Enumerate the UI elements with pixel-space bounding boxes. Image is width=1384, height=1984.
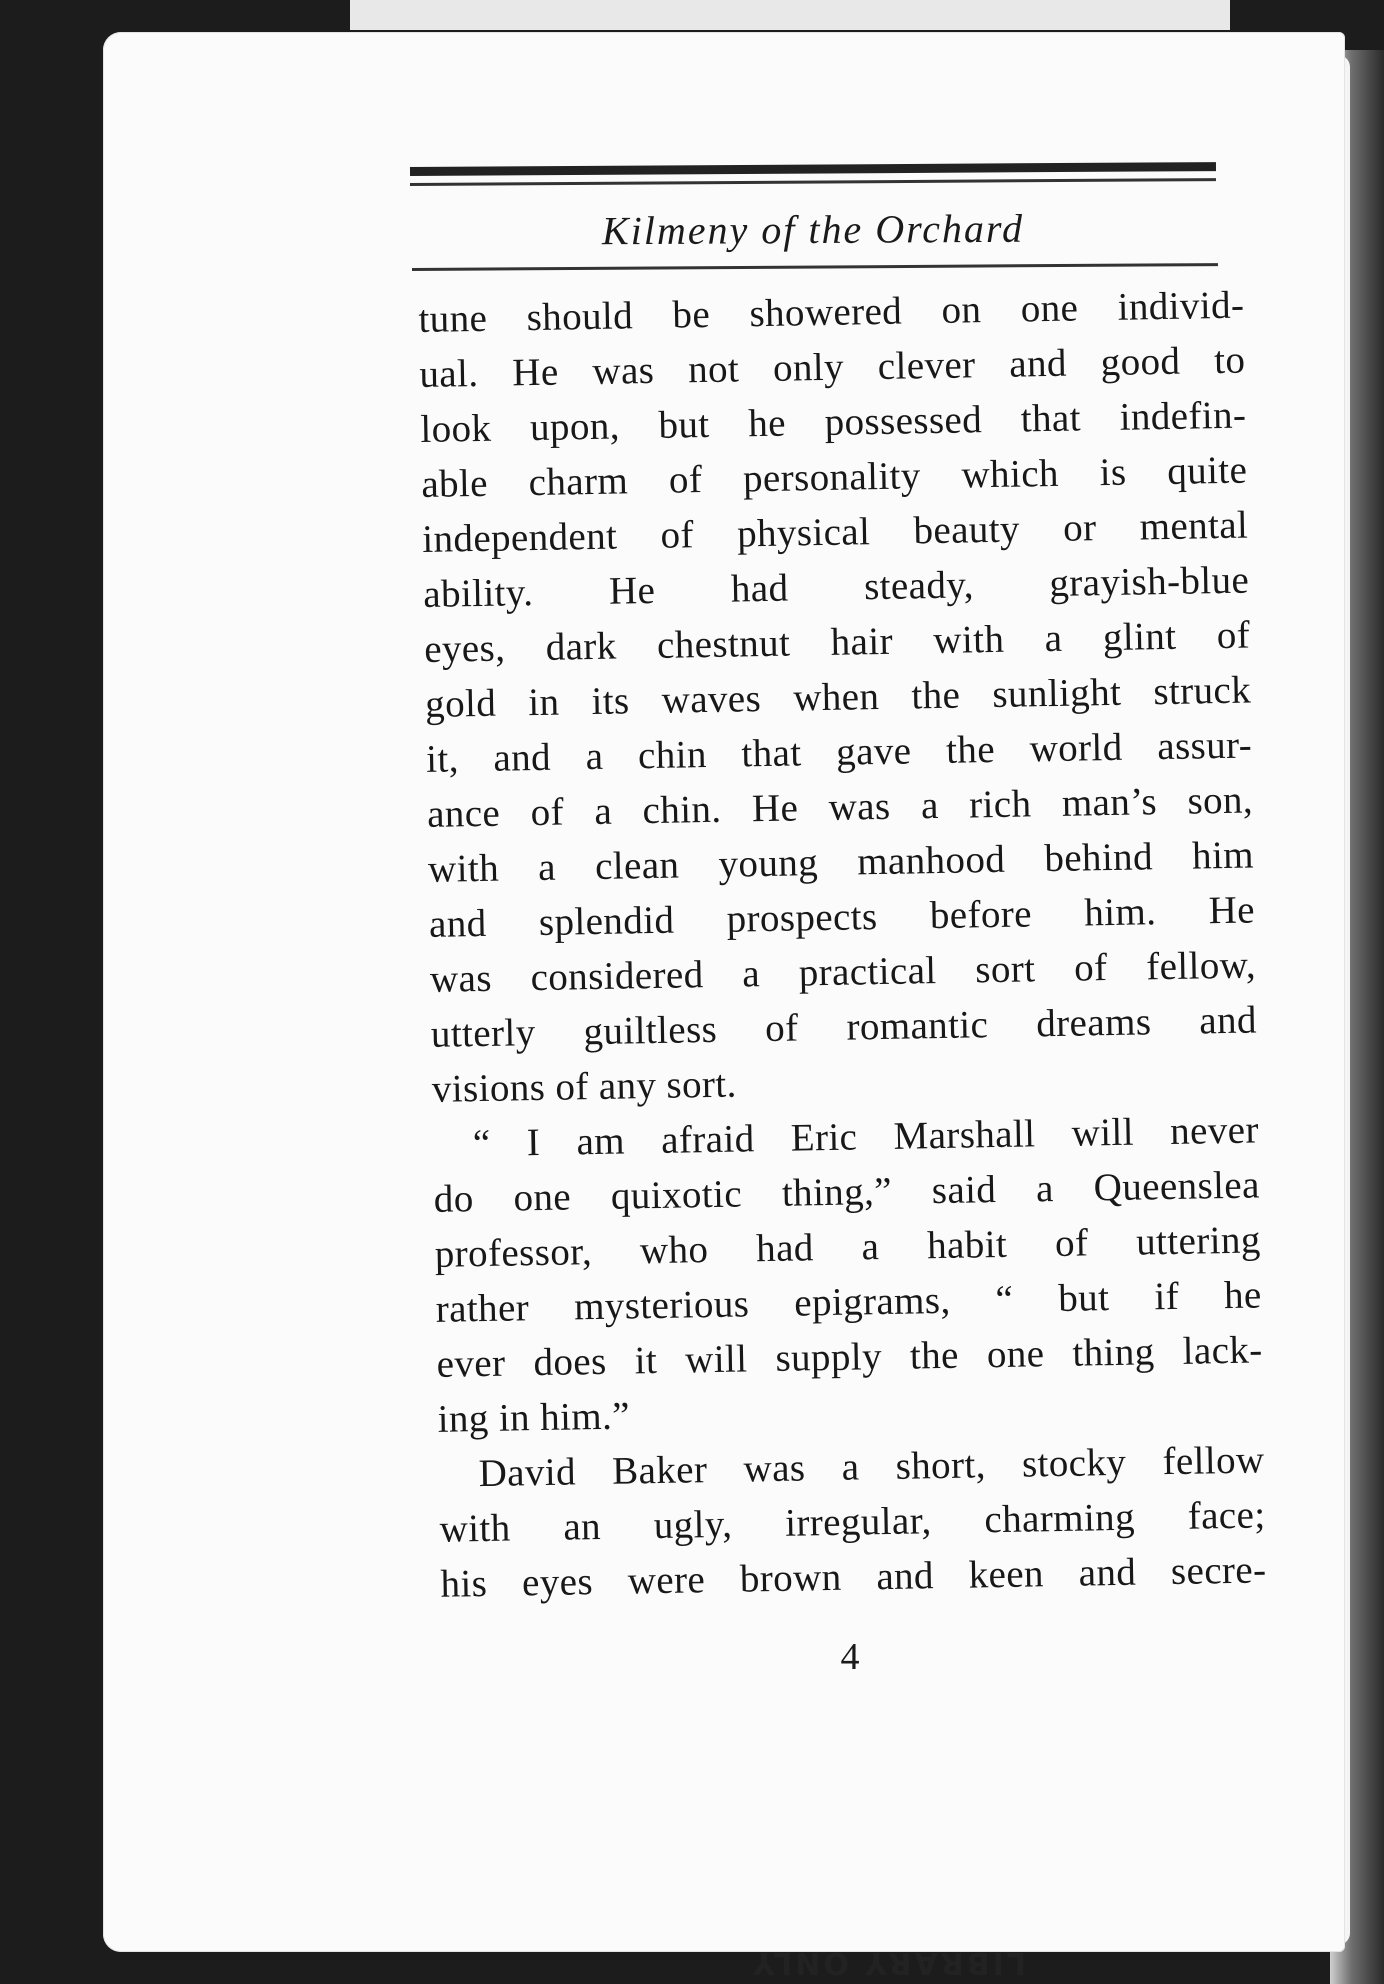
text-line: tune should be showered on one individ-: [418, 283, 1245, 341]
text-line: visions of any sort.: [431, 1062, 738, 1111]
text-line: utterly guiltless of romantic dreams and: [430, 998, 1258, 1056]
backdrop-top: [350, 0, 1230, 30]
text-line: ance of a chin. He was a rich man’s son,: [426, 778, 1254, 836]
text-line: ability. He had steady, grayish-blue: [422, 558, 1250, 616]
library-only-stamp: LIBRARY ONLY: [750, 1945, 1026, 1980]
text-line: ual. He was not only clever and good to: [419, 338, 1246, 396]
page-number: 4: [840, 1636, 860, 1678]
text-line: independent of physical beauty or mental: [421, 503, 1249, 561]
text-line: his eyes were brown and keen and secre-: [440, 1548, 1267, 1606]
text-line: professor, who had a habit of uttering: [434, 1218, 1262, 1276]
text-line: was considered a practical sort of fellow,: [429, 943, 1257, 1001]
text-line: look upon, but he possessed that indefin-: [420, 393, 1247, 451]
text-line: David Baker was a short, stocky fellow: [478, 1438, 1265, 1496]
text-line: “ I am afraid Eric Marshall will never: [472, 1108, 1260, 1166]
text-line: and splendid prospects before him. He: [428, 888, 1256, 946]
text-line: do one quixotic thing,” said a Queenslea: [433, 1163, 1261, 1221]
text-line: with a clean young manhood behind him: [427, 833, 1255, 891]
text-line: it, and a chin that gave the world assur-: [425, 723, 1253, 781]
text-line: able charm of personality which is quite: [420, 448, 1248, 506]
text-line: with an ugly, irregular, charming face;: [439, 1493, 1266, 1551]
text-line: gold in its waves when the sunlight struck: [424, 668, 1252, 726]
text-line: rather mysterious epigrams, “ but if he: [435, 1273, 1263, 1331]
text-line: eyes, dark chestnut hair with a glint of: [423, 613, 1251, 671]
text-line: ever does it will supply the one thing lack-: [436, 1328, 1263, 1386]
text-line: ing in him.”: [437, 1394, 631, 1441]
body-text: [418, 278, 1267, 1612]
running-head: Kilmeny of the Orchard: [601, 205, 1025, 254]
